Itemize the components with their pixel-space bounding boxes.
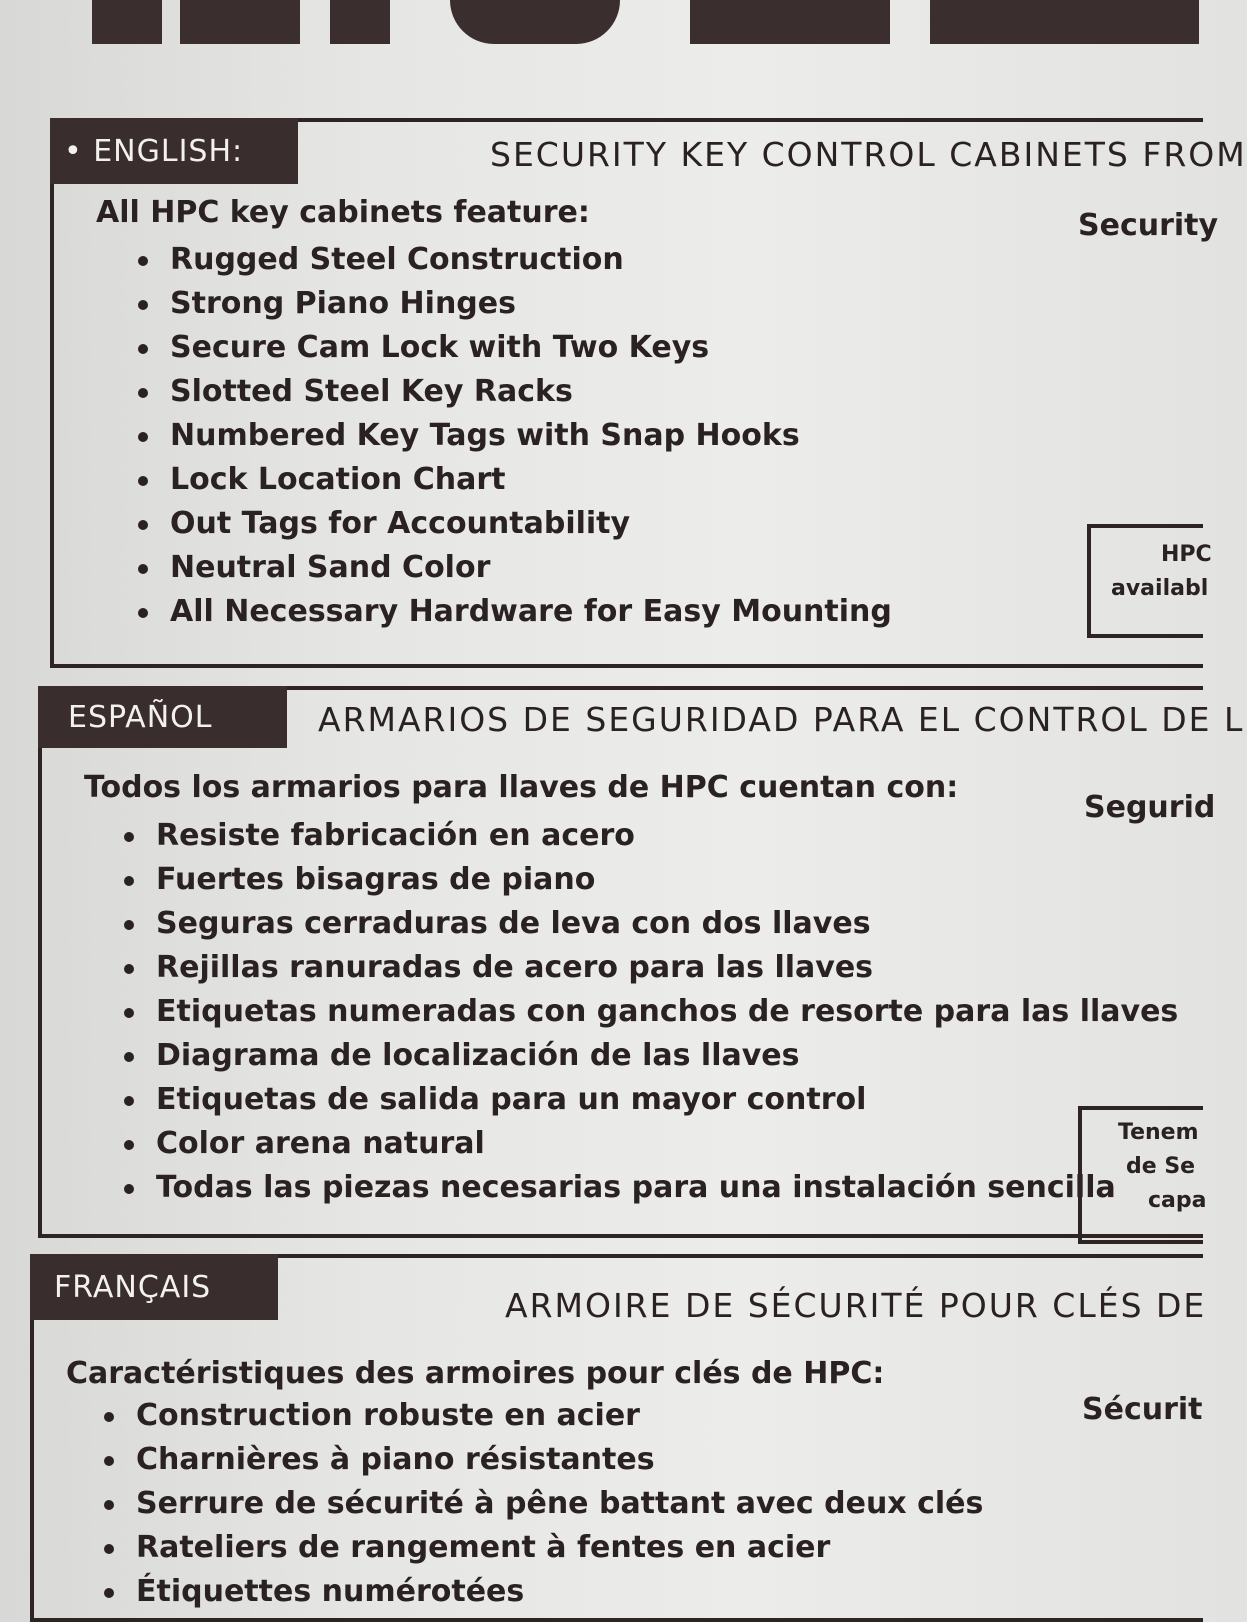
list-item: Serrure de sécurité à pêne battant avec deux clés bbox=[98, 1482, 983, 1526]
english-feature-list bbox=[132, 238, 892, 634]
list-item: Numbered Key Tags with Snap Hooks bbox=[132, 414, 892, 458]
espanol-callout-box bbox=[1078, 1106, 1207, 1244]
top-title-fragment bbox=[0, 0, 1199, 48]
list-item: Rateliers de rangement à fentes en acier bbox=[98, 1526, 983, 1570]
list-item: Resiste fabricación en acero bbox=[118, 814, 1178, 858]
list-item: Charnières à piano résistantes bbox=[98, 1438, 983, 1482]
list-item: Out Tags for Accountability bbox=[132, 502, 892, 546]
francais-side-text: Sécurit bbox=[1082, 1392, 1203, 1427]
callout-line: availabl bbox=[1111, 576, 1209, 601]
list-item: Lock Location Chart bbox=[132, 458, 892, 502]
list-item: Fuertes bisagras de piano bbox=[118, 858, 1178, 902]
list-item: Etiquetas de salida para un mayor control bbox=[118, 1078, 1178, 1122]
list-item: Slotted Steel Key Racks bbox=[132, 370, 892, 414]
francais-feature-list bbox=[98, 1394, 983, 1614]
list-item: Secure Cam Lock with Two Keys bbox=[132, 326, 892, 370]
espanol-headline: ARMARIOS DE SEGURIDAD PARA EL CONTROL DE L bbox=[318, 700, 1245, 739]
list-item: Rugged Steel Construction bbox=[132, 238, 892, 282]
list-item: Étiquettes numérotées bbox=[98, 1570, 983, 1614]
english-headline: SECURITY KEY CONTROL CABINETS FROM bbox=[490, 135, 1247, 174]
list-item: Neutral Sand Color bbox=[132, 546, 892, 590]
callout-line: capa bbox=[1148, 1188, 1207, 1213]
list-item: Color arena natural bbox=[118, 1122, 1178, 1166]
english-side-text: Security bbox=[1078, 208, 1219, 243]
list-item: Rejillas ranuradas de acero para las llaves bbox=[118, 946, 1178, 990]
list-item: Todas las piezas necesarias para una instalación sencilla bbox=[118, 1166, 1178, 1210]
callout-line: HPC bbox=[1161, 542, 1212, 567]
espanol-tag: ESPAÑOL bbox=[38, 686, 287, 748]
list-item: All Necessary Hardware for Easy Mounting bbox=[132, 590, 892, 634]
espanol-feature-list bbox=[118, 814, 1178, 1210]
list-item: Diagrama de localización de las llaves bbox=[118, 1034, 1178, 1078]
callout-line: Tenem bbox=[1118, 1120, 1199, 1145]
callout-line: de Se bbox=[1126, 1154, 1196, 1179]
francais-intro: Caractéristiques des armoires pour clés de HPC: bbox=[66, 1356, 885, 1391]
francais-tag: FRANÇAIS bbox=[30, 1254, 278, 1320]
francais-headline: ARMOIRE DE SÉCURITÉ POUR CLÉS DE bbox=[505, 1286, 1207, 1325]
english-callout-box bbox=[1087, 524, 1212, 638]
espanol-side-text: Segurid bbox=[1084, 790, 1216, 825]
list-item: Strong Piano Hinges bbox=[132, 282, 892, 326]
espanol-intro: Todos los armarios para llaves de HPC cuentan con: bbox=[84, 770, 959, 805]
english-tag: • ENGLISH: bbox=[50, 118, 298, 184]
list-item: Construction robuste en acier bbox=[98, 1394, 983, 1438]
english-intro: All HPC key cabinets feature: bbox=[96, 195, 590, 230]
list-item: Etiquetas numeradas con ganchos de resorte para las llaves bbox=[118, 990, 1178, 1034]
list-item: Seguras cerraduras de leva con dos llaves bbox=[118, 902, 1178, 946]
